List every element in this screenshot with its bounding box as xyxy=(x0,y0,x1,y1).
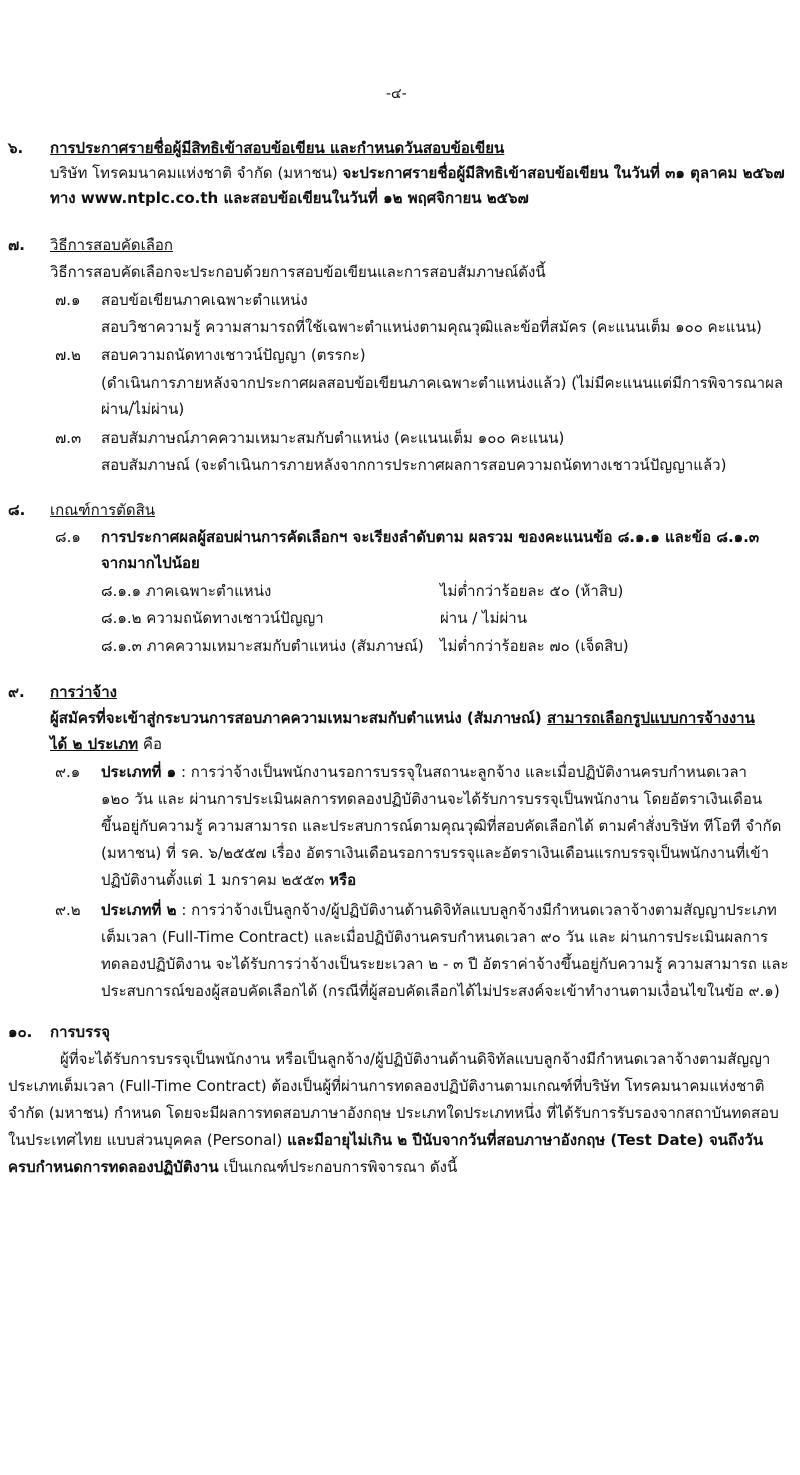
section-9-1-line-3: ขึ้นอยู่กับความรู้ ความสามารถ และประสบการณ์ตามคุณวุฒิที่สอบคัดเลือกได้ ตามคำสั่งบริษัท ทีโอที จำกัด xyxy=(101,817,782,835)
section-8-number: ๘. xyxy=(8,501,26,519)
section-8-1-text: การประกาศผลผู้สอบผ่านการคัดเลือกฯ จะเรียงลำดับตาม ผลรวม ของคะแนนข้อ ๘.๑.๑ และข้อ ๘.๑.๓ xyxy=(101,528,760,546)
type-1-label: ประเภทที่ ๑ xyxy=(101,763,177,781)
criteria-value: ไม่ต่ำกว่าร้อยละ ๗๐ (เจ็ดสิบ) xyxy=(440,637,629,655)
section-10-validity: และมีอายุไม่เกิน ๒ ปีนับจากวันที่สอบภาษาอังกฤษ (Test Date) จนถึงวัน xyxy=(287,1131,764,1149)
section-9-intro-emphasis: สามารถเลือกรูปแบบการจ้างงาน xyxy=(547,709,755,727)
section-9-types-count: ได้ ๒ ประเภท xyxy=(50,735,139,753)
section-6-announce-date: จะประกาศรายชื่อผู้มีสิทธิเข้าสอบข้อเขียน ในวันที่ ๓๑ ตุลาคม ๒๕๖๗ xyxy=(342,164,785,182)
section-9-number: ๙. xyxy=(8,683,25,701)
page-number: -๔- xyxy=(386,86,407,102)
section-7-3-title: สอบสัมภาษณ์ภาคความเหมาะสมกับตำแหน่ง (คะแนนเต็ม ๑๐๐ คะแนน) xyxy=(101,429,565,447)
section-8-1-number: ๘.๑ xyxy=(55,528,81,546)
section-6-number: ๖. xyxy=(8,139,24,157)
section-7-3-number: ๗.๓ xyxy=(55,429,82,447)
section-10-line-3: จำกัด (มหาชน) กำหนด โดยจะมีผลการทดสอบภาษาอังกฤษ ประเภทใดประเภทหนึ่ง ที่ได้รับการรับรองจากสถาบันทดสอบ xyxy=(8,1104,779,1122)
criteria-label: ๘.๑.๒ ความถนัดทางเชาวน์ปัญญา xyxy=(101,609,324,627)
section-9-intro-2 xyxy=(50,734,162,754)
section-7-intro: วิธีการสอบคัดเลือกจะประกอบด้วยการสอบข้อเขียนและการสอบสัมภาษณ์ดังนี้ xyxy=(50,263,546,281)
section-8-1-text-cont: จากมากไปน้อย xyxy=(101,554,200,572)
section-6-line-2: ทาง www.ntplc.co.th และสอบข้อเขียนในวันที่ ๑๒ พฤศจิกายน ๒๕๖๗ xyxy=(50,189,529,207)
section-9-1-line-2: ๑๒๐ วัน และ ผ่านการประเมินผลการทดลองปฏิบัติงานจะได้รับการบรรจุเป็นพนักงาน โดยอัตราเงินเดือน xyxy=(101,790,763,808)
criteria-value: ไม่ต่ำกว่าร้อยละ ๕๐ (ห้าสิบ) xyxy=(440,582,624,600)
section-10-line-2: ประเภทเต็มเวลา (Full-Time Contract) ต้องเป็นผู้ที่ผ่านการทดลองปฏิบัติงานตามเกณฑ์ที่บริษัท โทรคมนาคมแห่งชาติ xyxy=(8,1077,765,1095)
section-9-1-line-4: (มหาชน) ที่ รค. ๖/๒๕๕๗ เรื่อง อัตราเงินเดือนรอการบรรจุและอัตราเงินเดือนแรกบรรจุเป็นพนักงานที่เข้า xyxy=(101,844,770,862)
section-10-criteria-note: เป็นเกณฑ์ประกอบการพิจารณา ดังนี้ xyxy=(218,1158,458,1176)
section-10-number: ๑๐. xyxy=(8,1023,33,1041)
section-10-probation-end: ครบกำหนดการทดลองปฏิบัติงาน xyxy=(8,1158,219,1176)
section-6-line-1 xyxy=(50,163,785,183)
section-6-text: บริษัท โทรคมนาคมแห่งชาติ จำกัด (มหาชน) xyxy=(50,164,343,182)
type-2-label: ประเภทที่ ๒ xyxy=(101,901,177,919)
section-7-3-detail: สอบสัมภาษณ์ (จะดำเนินการภายหลังจากการประกาศผลการสอบความถนัดทางเชาวน์ปัญญาแล้ว) xyxy=(101,456,727,474)
section-10-line-4 xyxy=(8,1130,763,1150)
section-10-personal: ในประเทศไทย แบบส่วนบุคคล (Personal) xyxy=(8,1131,288,1149)
section-9-1-line-1 xyxy=(101,762,747,782)
section-10-line-1: ผู้ที่จะได้รับการบรรจุเป็นพนักงาน หรือเป็นลูกจ้าง/ผู้ปฏิบัติงานด้านดิจิทัลแบบลูกจ้างมีกำหนดเวลาจ้างตามสัญญา xyxy=(60,1050,771,1068)
section-10-line-5 xyxy=(8,1157,457,1177)
section-10-heading: การบรรจุ xyxy=(50,1023,110,1041)
section-9-2-line-2: เต็มเวลา (Full-Time Contract) และเมื่อปฏิบัติงานครบกำหนดเวลา ๙๐ วัน และ ผ่านการประเมินผลการ xyxy=(101,928,769,946)
section-9-2-line-1 xyxy=(101,900,777,920)
section-7-1-number: ๗.๑ xyxy=(55,291,81,309)
section-7-heading: วิธีการสอบคัดเลือก xyxy=(50,236,174,254)
section-9-intro-1 xyxy=(50,708,755,728)
section-9-1-line-5 xyxy=(101,870,356,890)
section-9-2-line-3: ทดลองปฏิบัติงาน จะได้รับการว่าจ้างเป็นระยะเวลา ๒ - ๓ ปี อัตราค่าจ้างขึ้นอยู่กับความรู้ ความสามารถ และ xyxy=(101,955,789,973)
section-9-heading: การว่าจ้าง xyxy=(50,683,117,701)
section-7-number: ๗. xyxy=(8,236,25,254)
type-2-text: : การว่าจ้างเป็นลูกจ้าง/ผู้ปฏิบัติงานด้านดิจิทัลแบบลูกจ้างมีกำหนดเวลาจ้างตามสัญญาประเภท xyxy=(176,901,777,919)
or-label: หรือ xyxy=(329,871,357,889)
section-9-intro-text: ผู้สมัครที่จะเข้าสู่กระบวนการสอบภาคความเหมาะสมกับตำแหน่ง (สัมภาษณ์) xyxy=(50,709,548,727)
criteria-label: ๘.๑.๑ ภาคเฉพาะตำแหน่ง xyxy=(101,582,272,600)
section-9-2-number: ๙.๒ xyxy=(55,901,81,919)
type-1-effective-date: ปฏิบัติงานตั้งแต่ 1 มกราคม ๒๕๕๓ xyxy=(101,871,330,889)
criteria-label: ๘.๑.๓ ภาคความเหมาะสมกับตำแหน่ง (สัมภาษณ์) xyxy=(101,637,424,655)
section-7-2-number: ๗.๒ xyxy=(55,346,81,364)
section-9-intro-suffix: คือ xyxy=(138,735,162,753)
type-1-text: : การว่าจ้างเป็นพนักงานรอการบรรจุในสถานะลูกจ้าง และเมื่อปฏิบัติงานครบกำหนดเวลา xyxy=(176,763,747,781)
section-6-heading: การประกาศรายชื่อผู้มีสิทธิเข้าสอบข้อเขียน และกำหนดวันสอบข้อเขียน xyxy=(50,139,505,157)
section-7-2-detail: (ดำเนินการภายหลังจากประกาศผลสอบข้อเขียนภาคเฉพาะตำแหน่งแล้ว) (ไม่มีคะแนนแต่มีการพิจารณาผล xyxy=(101,374,784,392)
section-9-2-line-4: ประสบการณ์ของผู้สอบคัดเลือกได้ (กรณีที่ผู้สอบคัดเลือกได้ไม่ประสงค์จะเข้าทำงานตามเงื่อนไขในข้อ ๙.๑) xyxy=(101,982,780,1000)
section-7-1-title: สอบข้อเขียนภาคเฉพาะตำแหน่ง xyxy=(101,291,308,309)
section-7-1-detail: สอบวิชาความรู้ ความสามารถที่ใช้เฉพาะตำแหน่งตามคุณวุฒิและข้อที่สมัคร (คะแนนเต็ม ๑๐๐ คะแนน) xyxy=(101,318,762,336)
section-7-2-title: สอบความถนัดทางเชาวน์ปัญญา (ตรรกะ) xyxy=(101,346,366,364)
section-8-heading: เกณฑ์การตัดสิน xyxy=(50,501,156,519)
section-9-1-number: ๙.๑ xyxy=(55,763,81,781)
section-7-2-detail-cont: ผ่าน/ไม่ผ่าน) xyxy=(101,400,185,418)
criteria-value: ผ่าน / ไม่ผ่าน xyxy=(440,609,527,627)
